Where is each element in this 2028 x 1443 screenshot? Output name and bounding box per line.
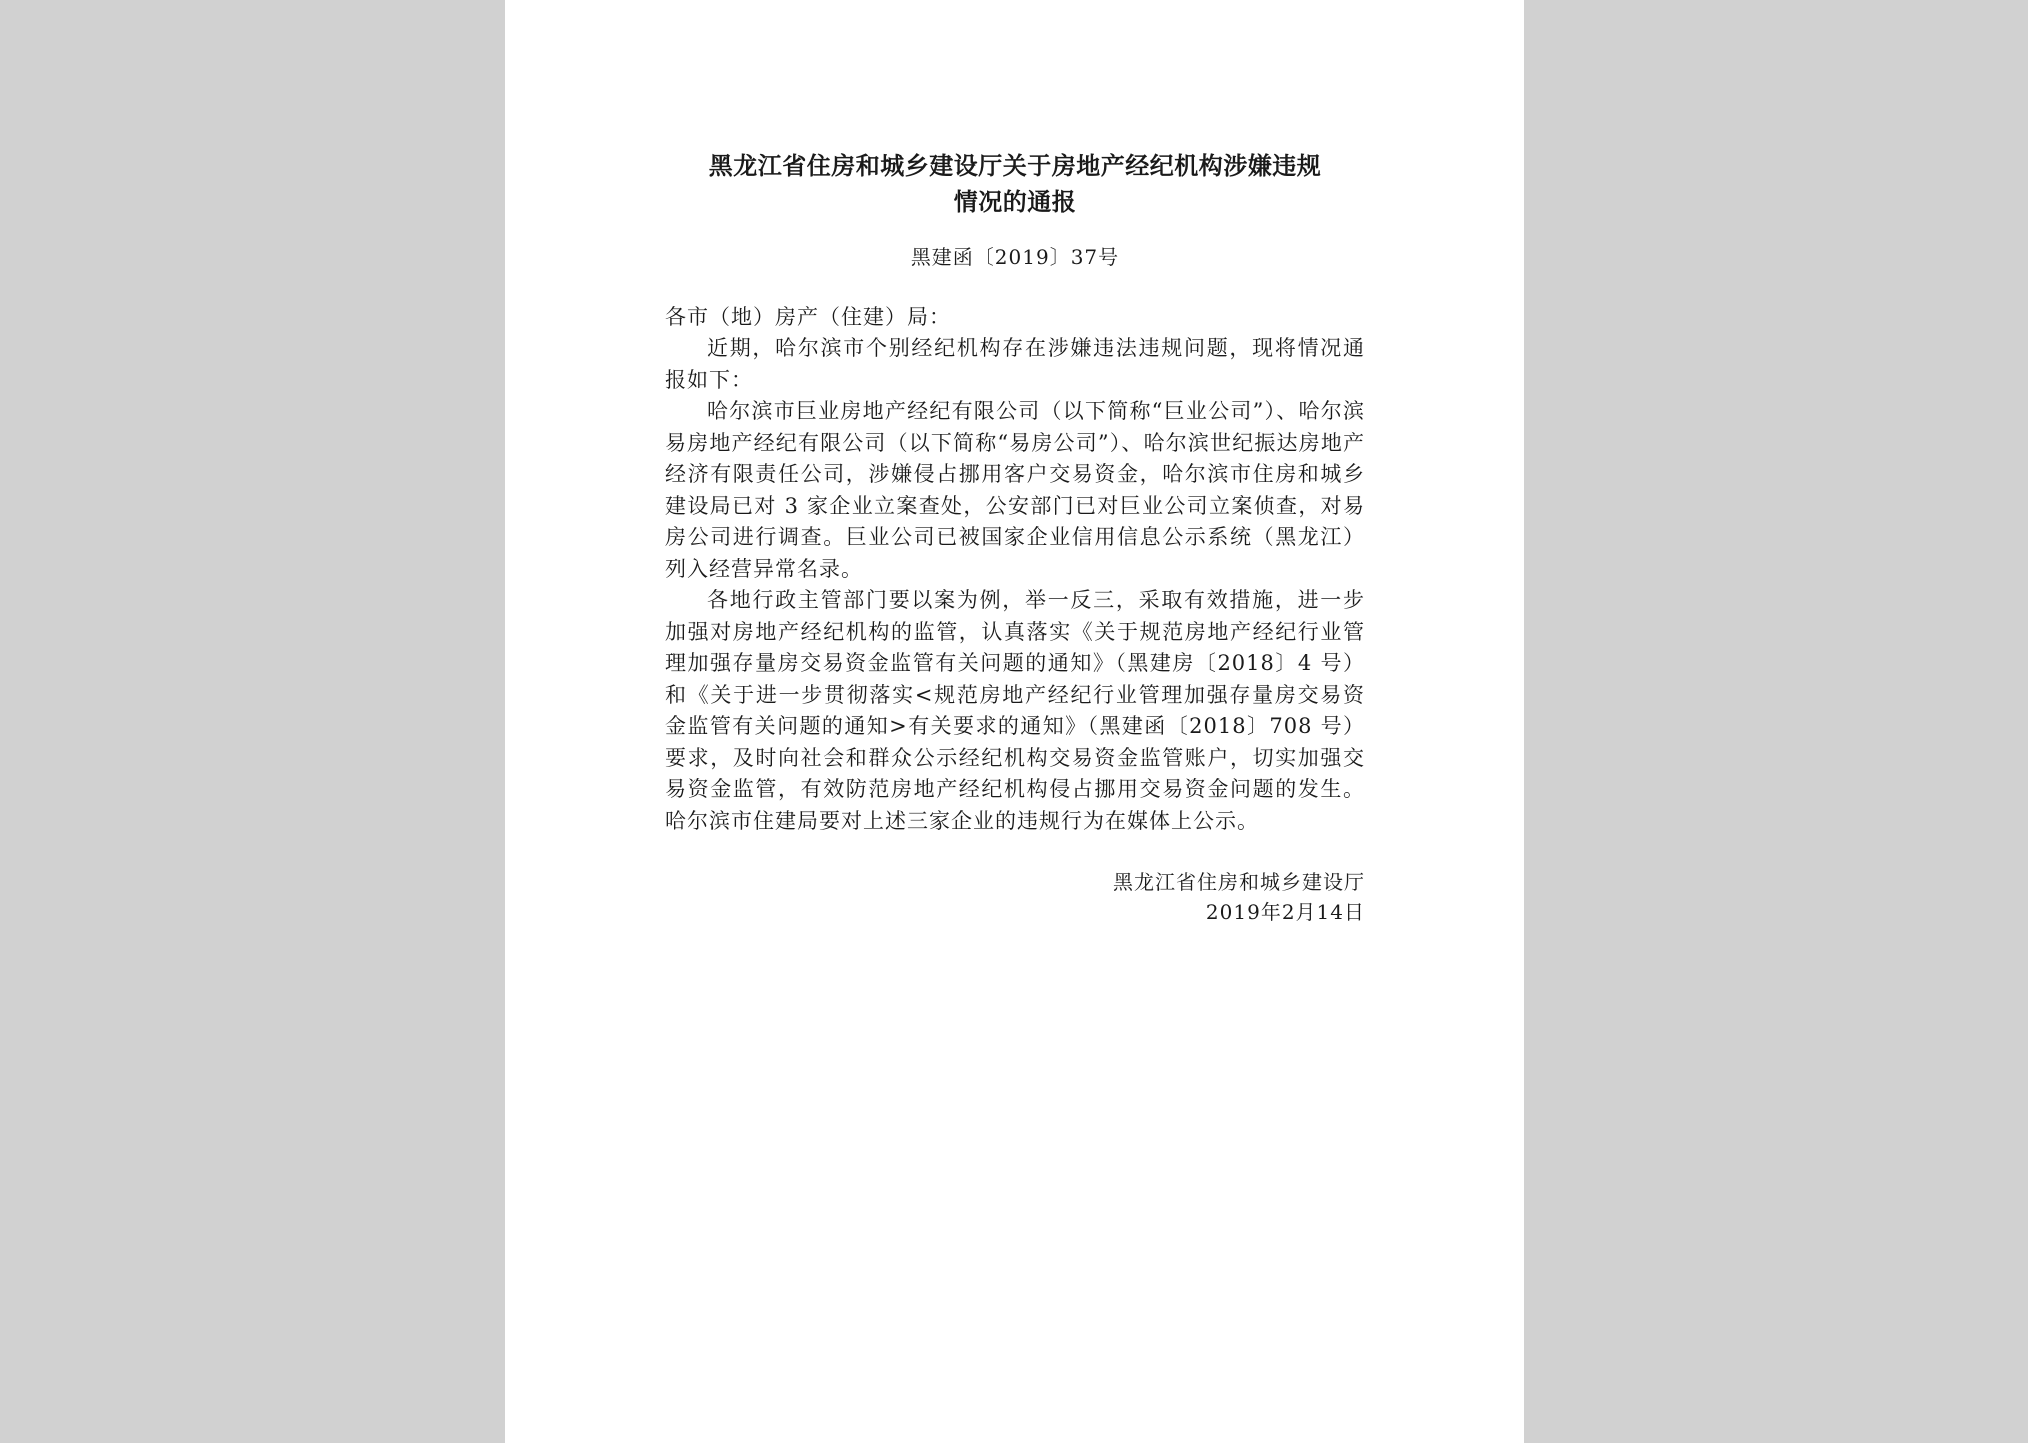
paragraph-intro: 近期，哈尔滨市个别经纪机构存在涉嫌违法违规问题，现将情况通报如下：	[665, 336, 1365, 392]
paragraph-requirements: 各地行政主管部门要以案为例，举一反三，采取有效措施，进一步加强对房地产经纪机构的监管，认真落实《关于规范房地产经纪行业管理加强存量房交易资金监管有关问题的通知》（黑建房〔2018〕4 号）和《关于进一步贯彻落实<规范房地产经纪行业管理加强存量房交易资金监管有关问题的通知>有关要求的通知》（黑建函〔2018〕708 号）要求，及时向社会和群众公示经纪机构交易资金监管账户，切实加强交易资金监管，有效防范房地产经纪机构侵占挪用交易资金问题的发生。哈尔滨市住建局要对上述三家企业的违规行为在媒体上公示。	[665, 588, 1365, 833]
title-line-1: 黑龙江省住房和城乡建设厅关于房地产经纪机构涉嫌违规	[708, 152, 1322, 180]
addressee: 各市（地）房产（住建）局：	[665, 305, 951, 329]
document-title	[665, 148, 1365, 220]
signature-block	[665, 867, 1365, 927]
paragraph-case-details: 哈尔滨市巨业房地产经纪有限公司（以下简称“巨业公司”）、哈尔滨易房地产经纪有限公司（以下简称“易房公司”）、哈尔滨世纪振达房地产经济有限责任公司，涉嫌侵占挪用客户交易资金，哈尔滨市住房和城乡建设局已对 3 家企业立案查处，公安部门已对巨业公司立案侦查，对易房公司进行调查。巨业公司已被国家企业信用信息公示系统（黑龙江）列入经营异常名录。	[665, 399, 1365, 581]
signature-organization: 黑龙江省住房和城乡建设厅	[1113, 870, 1365, 894]
signature-date: 2019年2月14日	[1205, 900, 1365, 924]
title-line-2: 情况的通报	[953, 188, 1077, 216]
document-number: 黑建函〔2019〕37号	[910, 245, 1120, 269]
document-page	[505, 0, 1524, 1443]
document-content	[665, 148, 1365, 927]
